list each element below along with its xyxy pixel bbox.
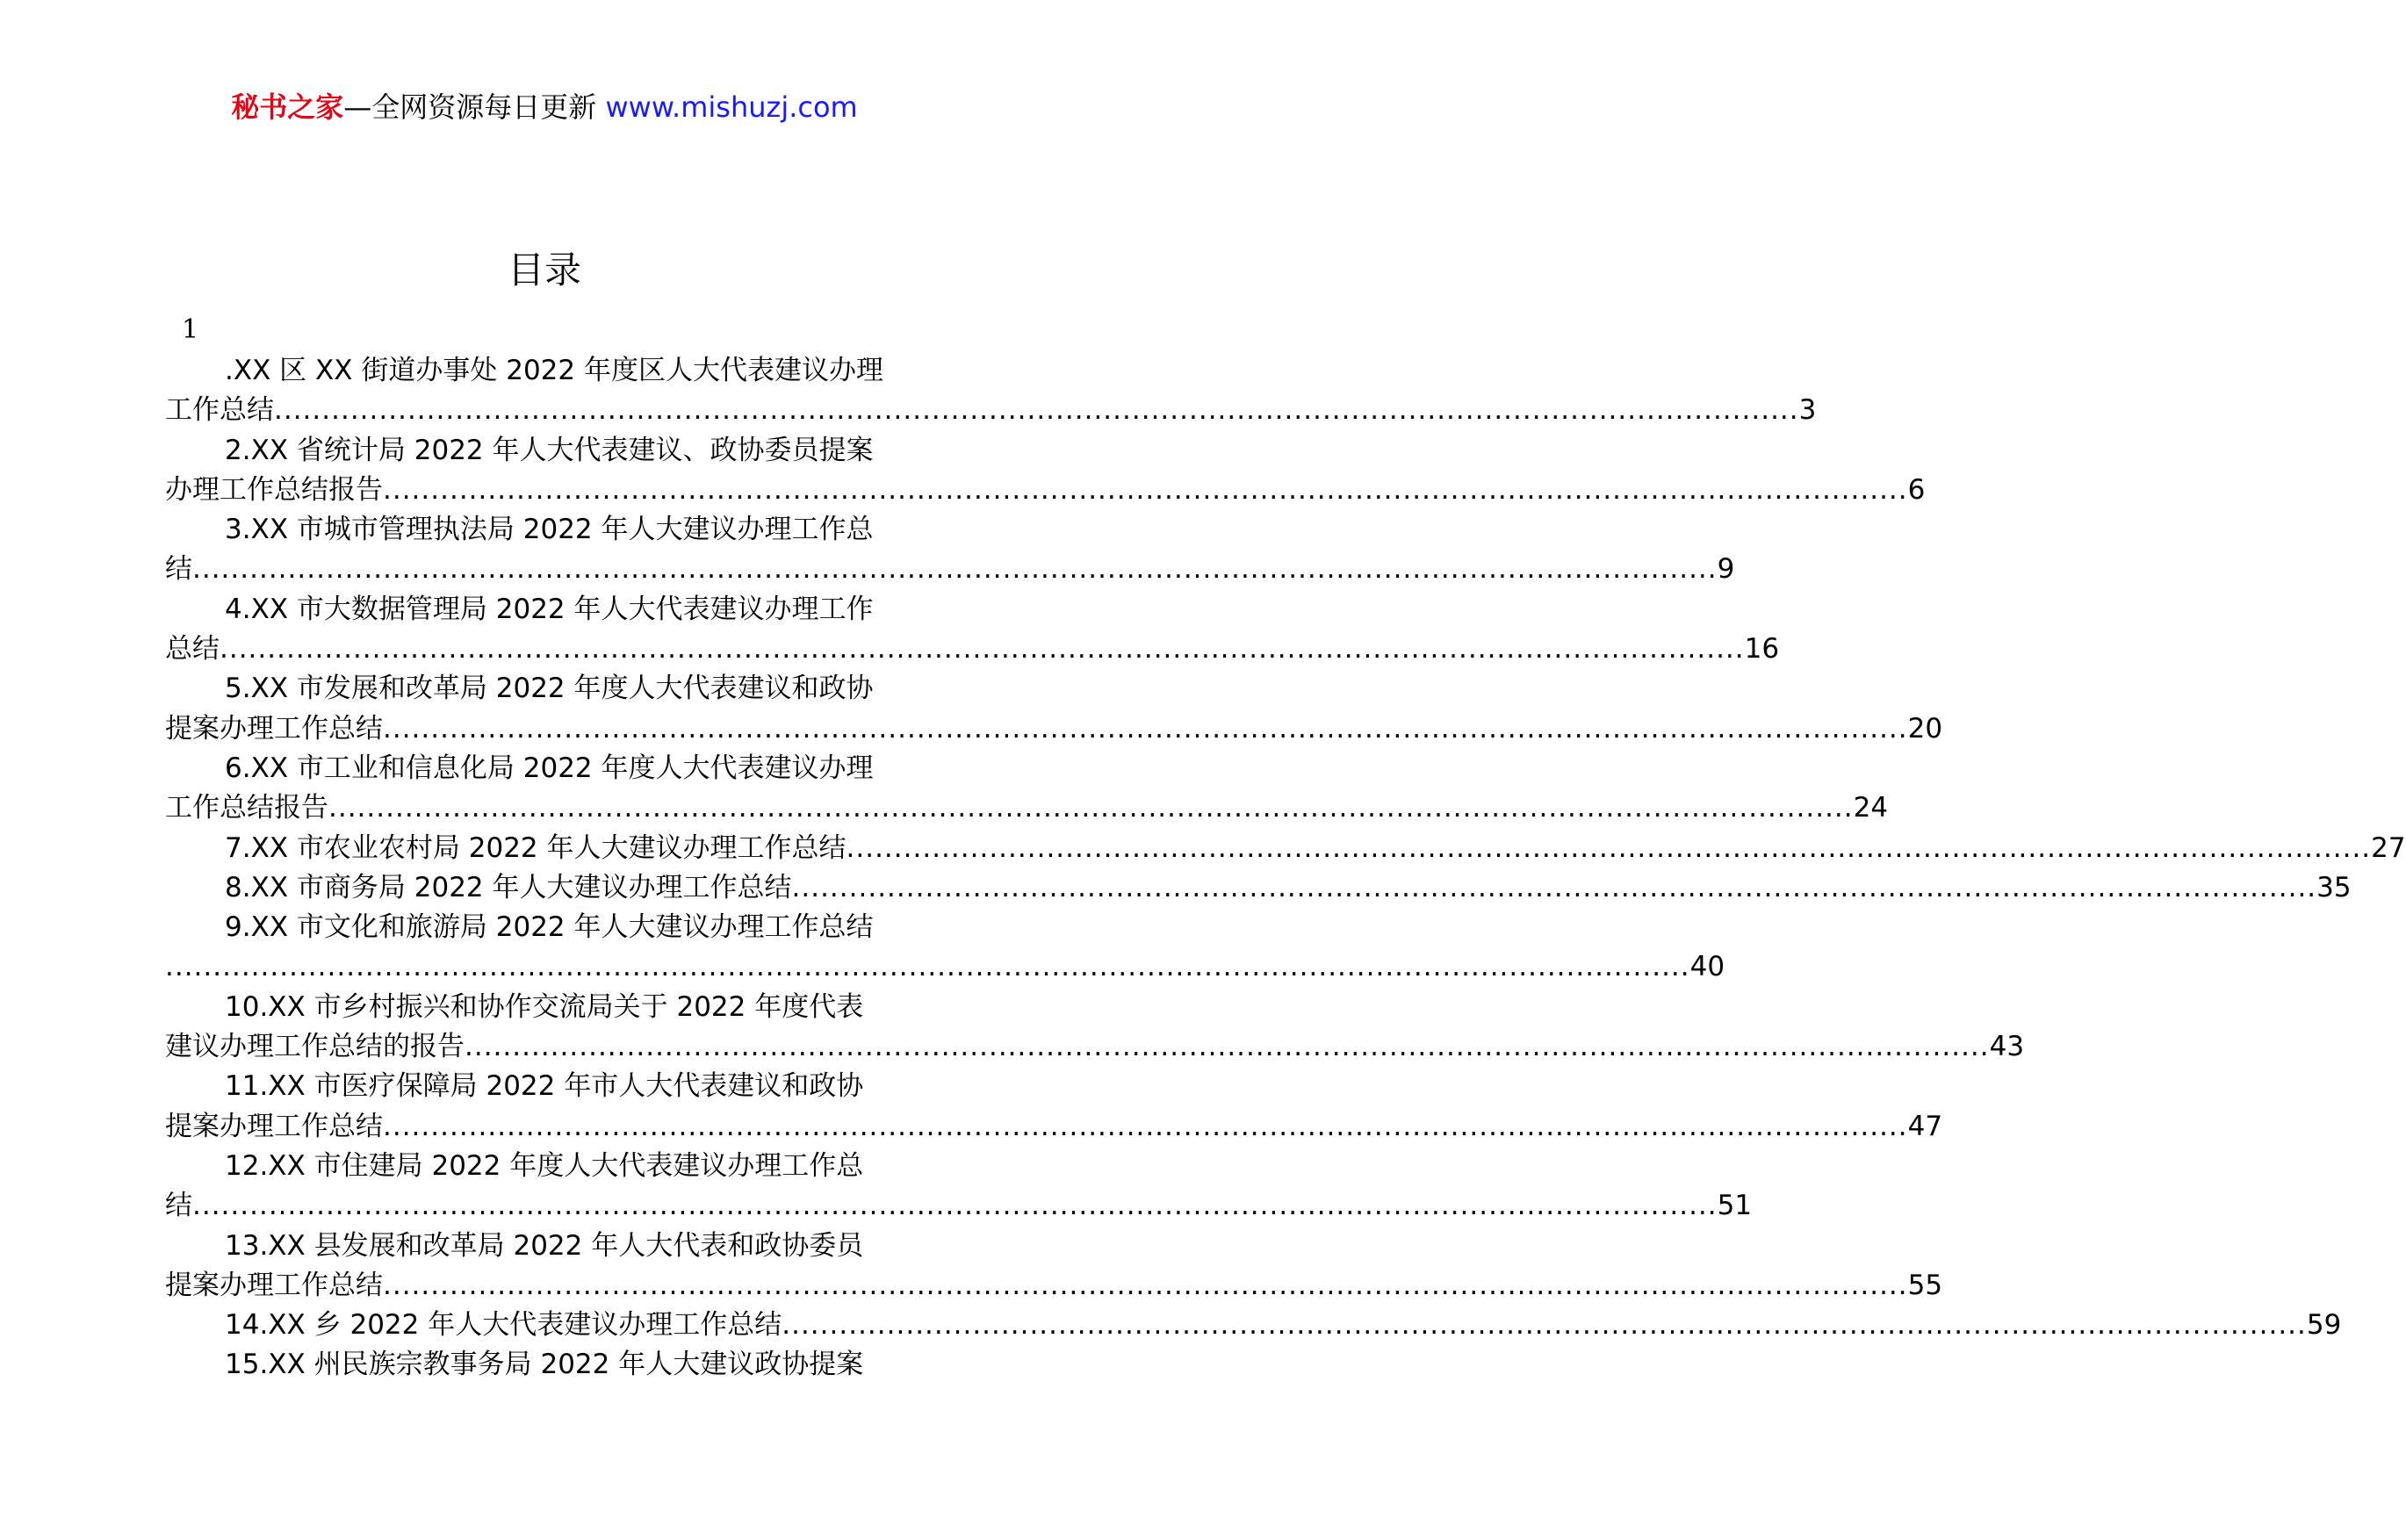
toc-entry[interactable] bbox=[165, 1067, 1943, 1147]
toc-entry-title-cont: 工作总结报告 bbox=[165, 792, 328, 824]
toc-entry[interactable] bbox=[165, 868, 2352, 908]
toc-page-number: 35 bbox=[2316, 871, 2352, 903]
toc-entry-title: 2.XX 省统计局 2022 年人大代表建议、政协委员提案 bbox=[225, 434, 874, 466]
toc-entry[interactable] bbox=[165, 431, 1926, 511]
toc-entry[interactable] bbox=[165, 1345, 925, 1385]
toc-entry[interactable] bbox=[165, 829, 2406, 868]
toc-entry[interactable] bbox=[165, 1306, 2342, 1345]
dot-leader: ................................................................................................................................................................ bbox=[846, 831, 2372, 864]
dot-leader: ................................................................................................................................................................ bbox=[782, 1309, 2307, 1342]
toc-entry-title: .XX 区 XX 街道办事处 2022 年度区人大代表建议办理 bbox=[225, 355, 883, 386]
toc-entry[interactable] bbox=[165, 749, 1889, 829]
toc-page-number: 6 bbox=[1907, 473, 1926, 506]
toc-entry-title: 13.XX 县发展和改革局 2022 年人大代表和政协委员 bbox=[225, 1229, 864, 1262]
toc-page-number: 51 bbox=[1717, 1190, 1753, 1222]
toc-entry-title-cont: 工作总结 bbox=[165, 394, 274, 427]
toc-entry-title: 9.XX 市文化和旅游局 2022 年人大建议办理工作总结 bbox=[225, 911, 874, 944]
dot-leader: ................................................................................................................................................................ bbox=[383, 473, 1908, 506]
toc-page-number: 40 bbox=[1689, 951, 1725, 983]
toc-entry-title-cont: 提案办理工作总结 bbox=[165, 1269, 383, 1301]
toc-entry-title: 14.XX 乡 2022 年人大代表建议办理工作总结 bbox=[225, 1309, 782, 1342]
toc-entry[interactable] bbox=[165, 908, 1725, 988]
toc-entry[interactable] bbox=[165, 510, 1735, 590]
toc-entry-title-cont: 提案办理工作总结 bbox=[165, 1110, 383, 1142]
dot-leader: ................................................................................................................................................................ bbox=[383, 712, 1908, 745]
toc-entry-title: 5.XX 市发展和改革局 2022 年度人大代表建议和政协 bbox=[225, 673, 874, 705]
toc-entry-title: 3.XX 市城市管理执法局 2022 年人大建议办理工作总 bbox=[225, 514, 874, 546]
toc-page-number: 43 bbox=[1989, 1031, 2025, 1063]
site-banner bbox=[0, 88, 1089, 126]
toc-entry-title: 8.XX 市商务局 2022 年人大建议办理工作总结 bbox=[225, 871, 792, 903]
toc-entry-title: 6.XX 市工业和信息化局 2022 年度人大代表建议办理 bbox=[225, 752, 874, 784]
toc-page-number: 47 bbox=[1907, 1110, 1943, 1142]
toc-entry-title: 15.XX 州民族宗教事务局 2022 年人大建议政协提案 bbox=[225, 1349, 864, 1381]
toc-entry[interactable] bbox=[165, 1227, 1943, 1306]
toc-entry-title-cont: 结 bbox=[165, 1190, 192, 1222]
toc-entry[interactable] bbox=[165, 988, 2025, 1068]
toc-entry-title-cont: 总结 bbox=[165, 633, 220, 666]
table-of-contents bbox=[165, 351, 2406, 1385]
dot-leader: ................................................................................................................................................................ bbox=[192, 553, 1718, 586]
toc-entry-title: 10.XX 市乡村振兴和协作交流局关于 2022 年度代表 bbox=[225, 990, 864, 1023]
toc-entry-title: 12.XX 市住建局 2022 年度人大代表建议办理工作总 bbox=[225, 1149, 864, 1182]
toc-entry-title: 7.XX 市农业农村局 2022 年人大建议办理工作总结 bbox=[225, 831, 846, 864]
toc-page-number: 3 bbox=[1798, 394, 1817, 427]
toc-entry-title-cont: 办理工作总结报告 bbox=[165, 473, 383, 506]
dot-leader: ................................................................................................................................................................ bbox=[465, 1031, 1990, 1063]
dot-leader: ................................................................................................................................................................ bbox=[220, 633, 1745, 666]
dot-leader: ................................................................................................................................................................ bbox=[274, 394, 1799, 427]
toc-entry-title-cont: 提案办理工作总结 bbox=[165, 712, 383, 745]
toc-entry[interactable] bbox=[165, 351, 1817, 431]
toc-page-number: 27 bbox=[2371, 831, 2406, 864]
toc-entry-title-cont: 结 bbox=[165, 553, 192, 586]
toc-entry[interactable] bbox=[165, 669, 1943, 749]
banner-brand: 秘书之家 bbox=[231, 90, 344, 124]
dot-leader: ................................................................................................................................................................ bbox=[383, 1269, 1908, 1301]
toc-page-number: 16 bbox=[1744, 633, 1780, 666]
dot-leader: ................................................................................................................................................................ bbox=[383, 1110, 1908, 1142]
toc-page-number: 24 bbox=[1853, 792, 1889, 824]
dot-leader: ................................................................................................................................................................ bbox=[165, 951, 1690, 983]
banner-url[interactable]: www.mishuzj.com bbox=[605, 90, 858, 124]
dot-leader: ................................................................................................................................................................ bbox=[328, 792, 1854, 824]
toc-page-number: 9 bbox=[1717, 553, 1735, 586]
toc-page-number: 55 bbox=[1907, 1269, 1943, 1301]
dot-leader: ................................................................................................................................................................ bbox=[192, 1190, 1718, 1222]
toc-entry[interactable] bbox=[165, 1147, 1753, 1227]
toc-page-number: 20 bbox=[1907, 712, 1943, 745]
toc-entry[interactable] bbox=[165, 590, 1780, 670]
page-title: 目录 bbox=[507, 248, 581, 291]
toc-entry-title: 11.XX 市医疗保障局 2022 年市人大代表建议和政协 bbox=[225, 1070, 864, 1103]
banner-slogan: —全网资源每日更新 bbox=[343, 90, 597, 124]
toc-page-number: 59 bbox=[2306, 1309, 2342, 1342]
dot-leader: ................................................................................................................................................................ bbox=[791, 871, 2317, 903]
toc-entry-title-cont: 建议办理工作总结的报告 bbox=[165, 1031, 465, 1063]
toc-entry-title: 4.XX 市大数据管理局 2022 年人大代表建议办理工作 bbox=[225, 593, 874, 625]
first-entry-number: 1 bbox=[182, 314, 199, 345]
